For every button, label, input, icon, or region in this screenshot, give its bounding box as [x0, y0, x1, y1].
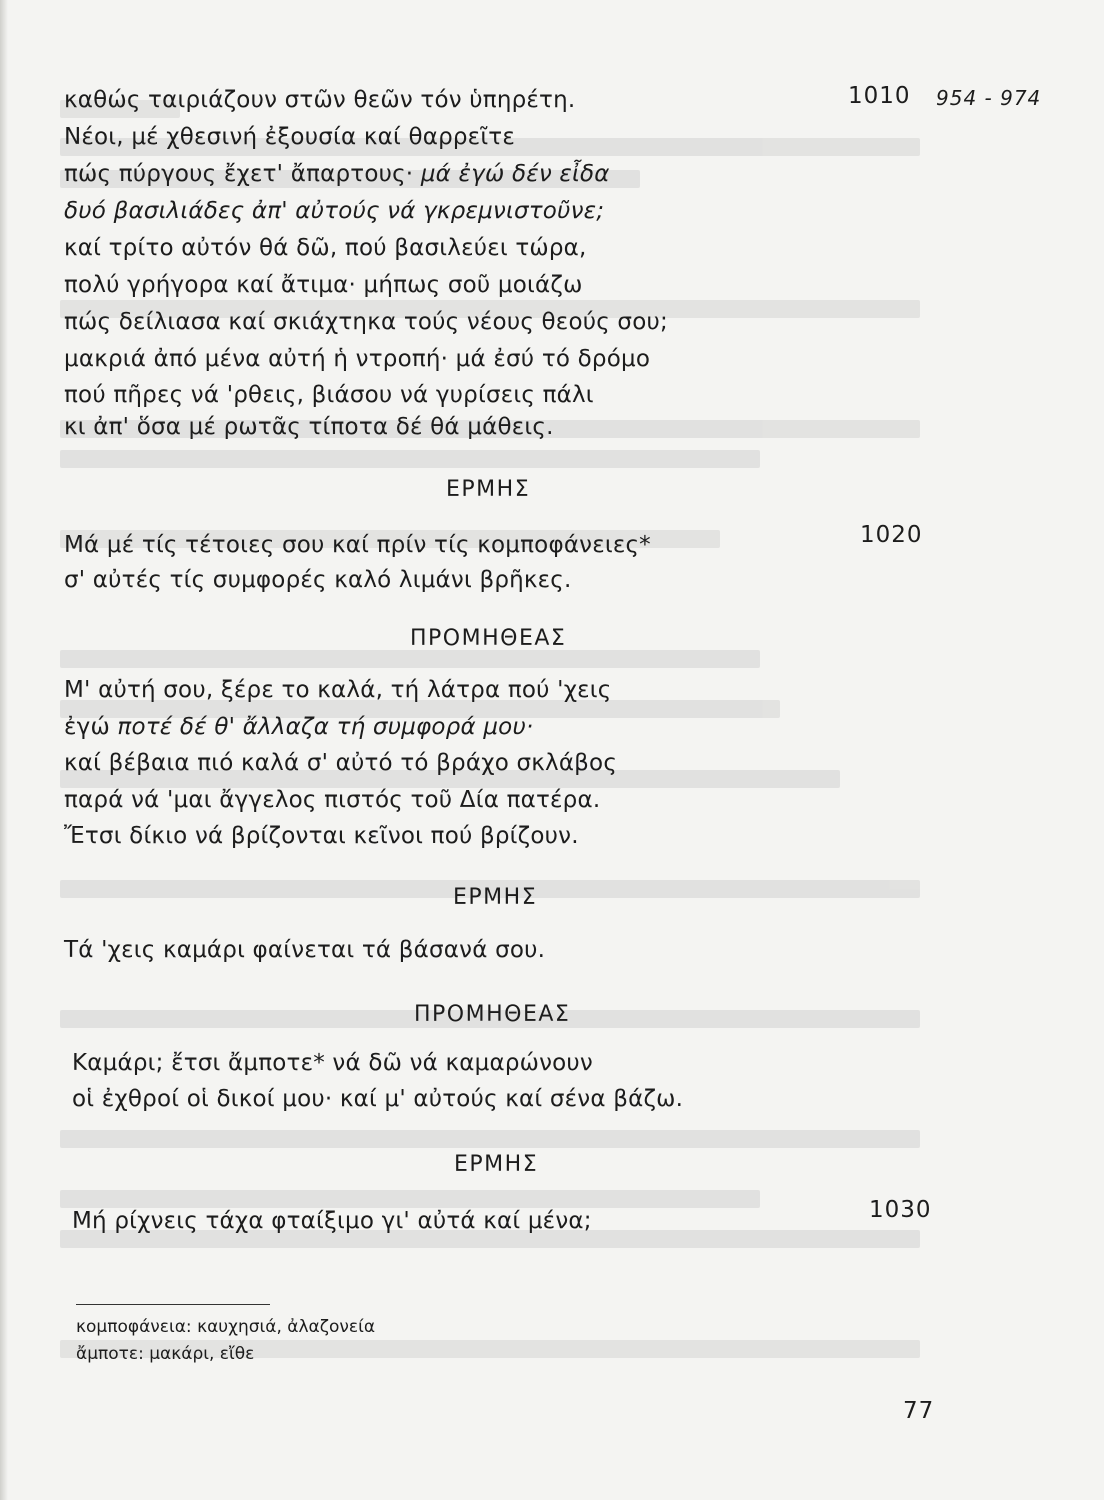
verse-line — [72, 1085, 683, 1113]
verse-segment-italic: δυό βασιλιάδες ἀπ' αὐτούς νά γκρεμνιστοῦνε; — [64, 198, 605, 224]
verse-line — [64, 345, 650, 373]
verse-segment: ἐγώ — [64, 714, 118, 740]
verse-segment: Μά μέ τίς τέτοιες σου καί πρίν τίς κομποφάνειες* — [64, 532, 651, 558]
verse-segment: Μ' αὐτή σου, ξέρε το καλά, τή λάτρα πού 'χεις — [64, 677, 612, 703]
verse-segment: πού πῆρες νά 'ρθεις, βιάσου νά γυρίσεις πάλι — [64, 382, 594, 408]
verse-line — [64, 749, 617, 777]
verse-segment: Νέοι, μέ χθεσινή ἐξουσία καί θαρρεῖτε — [64, 124, 515, 150]
verse-line — [64, 86, 575, 114]
verse-segment: κι ἀπ' ὅσα μέ ρωτᾶς τίποτα δέ θά μάθεις. — [64, 414, 554, 440]
footnote: κομποφάνεια: καυχησιά, ἀλαζονεία — [76, 1317, 376, 1337]
verse-segment: πώς δείλιασα καί σκιάχτηκα τούς νέους θεούς σου; — [64, 309, 668, 335]
footnote-rule — [76, 1304, 270, 1305]
line-range-reference: 954 - 974 — [936, 86, 1042, 110]
speaker-ermis: ΕΡΜΗΣ — [446, 477, 531, 502]
page-edge-shadow — [0, 0, 8, 1500]
verse-line — [64, 160, 610, 188]
verse-line — [64, 308, 668, 336]
verse-segment: Ἔτσι δίκιο νά βρίζονται κεῖνοι πού βρίζουν. — [64, 823, 579, 849]
verse-line — [64, 936, 545, 964]
verse-segment: Καμάρι; ἔτσι ἄμποτε* νά δῶ νά καμαρώνουν — [72, 1050, 593, 1076]
verse-segment: Μή ρίχνεις τάχα φταίξιμο γι' αὐτά καί μένα; — [72, 1208, 592, 1234]
verse-line — [64, 413, 554, 441]
verse-line — [72, 1049, 593, 1077]
verse-line — [64, 822, 579, 850]
verse-line — [64, 123, 515, 151]
speaker-prometheas: ΠΡΟΜΗΘΕΑΣ — [410, 626, 567, 651]
verse-line — [64, 234, 587, 262]
line-number-1030: 1030 — [869, 1197, 932, 1223]
verse-segment: καί τρίτο αὐτόν θά δῶ, πού βασιλεύει τώρα, — [64, 235, 587, 261]
verse-segment: σ' αὐτές τίς συμφορές καλό λιμάνι βρῆκες. — [64, 567, 572, 593]
verse-segment-italic: μά ἐγώ δέν εἶδα — [420, 161, 610, 187]
footnote: ἄμποτε: μακάρι, εἴθε — [76, 1344, 255, 1364]
speaker-prometheas: ΠΡΟΜΗΘΕΑΣ — [414, 1002, 571, 1027]
verse-line — [64, 566, 572, 594]
verse-line — [72, 1207, 592, 1235]
speaker-ermis: ΕΡΜΗΣ — [454, 1152, 539, 1177]
page-number: 77 — [903, 1398, 935, 1424]
verse-segment: πολύ γρήγορα καί ἄτιμα· μήπως σοῦ μοιάζω — [64, 272, 583, 298]
verse-segment: καί βέβαια πιό καλά σ' αὐτό τό βράχο σκλάβος — [64, 750, 618, 776]
verse-line — [64, 676, 612, 704]
verse-line — [64, 381, 594, 409]
verse-segment: Τά 'χεις καμάρι φαίνεται τά βάσανά σου. — [64, 937, 546, 963]
verse-line — [64, 786, 600, 814]
verse-segment: μακριά ἀπό μένα αὐτή ἡ ντροπή· μά ἐσύ τό δρόμο — [64, 346, 651, 372]
verse-segment: πώς πύργους ἔχετ' ἄπαρτους· — [64, 161, 421, 187]
verse-line — [64, 271, 583, 299]
line-number-1020: 1020 — [860, 522, 923, 548]
speaker-ermis: ΕΡΜΗΣ — [453, 885, 538, 910]
verse-segment: καθώς ταιριάζουν στῶν θεῶν τόν ὑπηρέτη. — [64, 87, 576, 113]
verse-line — [64, 531, 651, 559]
verse-segment: οἱ ἐχθροί οἱ δικοί μου· καί μ' αὐτούς καί σένα βάζω. — [72, 1086, 684, 1112]
verse-segment: παρά νά 'μαι ἄγγελος πιστός τοῦ Δία πατέρα. — [64, 787, 601, 813]
verse-line — [64, 197, 604, 225]
verse-segment-italic: ποτέ δέ θ' ἄλλαζα τή συμφορά μου· — [117, 714, 534, 740]
verse-line — [64, 713, 533, 741]
line-number-1010: 1010 — [848, 83, 911, 109]
